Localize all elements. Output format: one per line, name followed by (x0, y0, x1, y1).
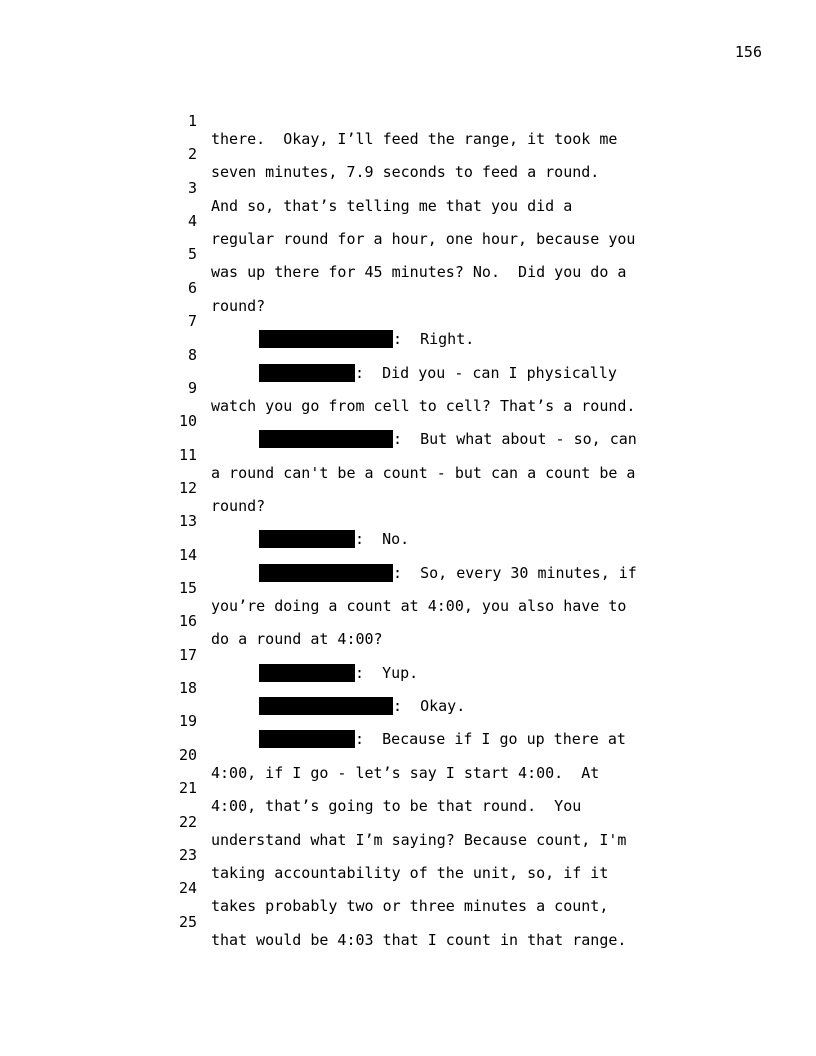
transcript-line (175, 161, 735, 215)
speaker-line (175, 694, 735, 749)
transcript-line (175, 828, 735, 882)
line-number: 10 (178, 412, 197, 431)
transcript-line (175, 194, 735, 249)
line-text: 4:00, if I go - let’s say I start 4:00. At (211, 763, 600, 782)
transcript-line (175, 594, 735, 649)
line-text: And so, that’s telling me that you did a (211, 196, 573, 215)
line-number: 12 (178, 478, 197, 497)
transcript-body (175, 94, 735, 949)
line-number: 3 (187, 178, 197, 197)
speaker-line (175, 628, 735, 682)
line-number: 24 (178, 879, 197, 898)
transcript-line (175, 261, 735, 315)
speaker-text: : No. (355, 530, 410, 549)
transcript-line (175, 227, 735, 282)
line-number: 17 (178, 645, 197, 664)
line-number: 23 (178, 845, 197, 864)
transcript-line (175, 94, 735, 148)
line-number: 7 (187, 312, 197, 331)
line-number: 20 (178, 745, 197, 764)
speaker-line (175, 328, 735, 382)
line-text: takes probably two or three minutes a count, (211, 897, 609, 916)
transcript-line (175, 861, 735, 916)
line-number: 2 (187, 145, 197, 164)
speaker-text: : So, every 30 minutes, if (393, 563, 637, 582)
line-text: round? (211, 296, 266, 315)
line-text: seven minutes, 7.9 seconds to feed a round. (211, 163, 600, 182)
line-number: 4 (187, 212, 197, 231)
line-text: 4:00, that’s going to be that round. You (211, 797, 582, 816)
line-number: 21 (178, 779, 197, 798)
speaker-text: : Right. (393, 330, 475, 349)
line-text: was up there for 45 minutes? No. Did you do a (211, 263, 627, 282)
line-text: regular round for a hour, one hour, because you (211, 230, 636, 249)
speaker-text: : Yup. (355, 663, 419, 682)
line-text: round? (211, 496, 266, 515)
line-text: watch you go from cell to cell? That’s a round. (211, 396, 636, 415)
line-text: there. Okay, I’ll feed the range, it took me (211, 130, 618, 148)
line-text: understand what I’m saying? Because count, I'm (211, 830, 627, 849)
line-number: 14 (178, 545, 197, 564)
speaker-text: : Did you - can I physically (355, 363, 617, 382)
speaker-text: : Because if I go up there at (355, 730, 626, 749)
line-number: 19 (178, 712, 197, 731)
speaker-line (175, 661, 735, 716)
line-number: 25 (178, 912, 197, 931)
transcript-line (175, 428, 735, 482)
transcript-line (175, 795, 735, 849)
transcript-line (175, 461, 735, 515)
speaker-text: : But what about - so, can (393, 430, 637, 449)
transcript-line (175, 761, 735, 816)
line-number: 6 (187, 278, 197, 297)
transcript-line (175, 561, 735, 616)
line-number: 13 (178, 512, 197, 531)
speaker-line (175, 528, 735, 582)
line-number: 1 (187, 112, 197, 130)
speaker-line (175, 394, 735, 449)
line-text: taking accountability of the unit, so, if it (211, 863, 609, 882)
line-text: do a round at 4:00? (211, 630, 383, 649)
speaker-text: : Okay. (393, 697, 466, 716)
line-number: 16 (178, 612, 197, 631)
line-number: 9 (187, 378, 197, 397)
line-text: that would be 4:03 that I count in that range. (211, 930, 627, 949)
transcript-line (175, 127, 735, 182)
speaker-line (175, 494, 735, 549)
line-number: 11 (178, 445, 197, 464)
line-number: 22 (178, 812, 197, 831)
transcript-line (175, 728, 735, 782)
transcript-line (175, 895, 735, 949)
line-number: 8 (187, 345, 197, 364)
transcript-line (175, 361, 735, 415)
line-text: a round can't be a count - but can a count be a (211, 463, 636, 482)
line-number: 18 (178, 679, 197, 698)
line-text: you’re doing a count at 4:00, you also have to (211, 597, 627, 616)
line-number: 15 (178, 579, 197, 598)
speaker-line (175, 294, 735, 349)
page-number: 156 (734, 43, 762, 61)
line-number: 5 (187, 245, 197, 264)
